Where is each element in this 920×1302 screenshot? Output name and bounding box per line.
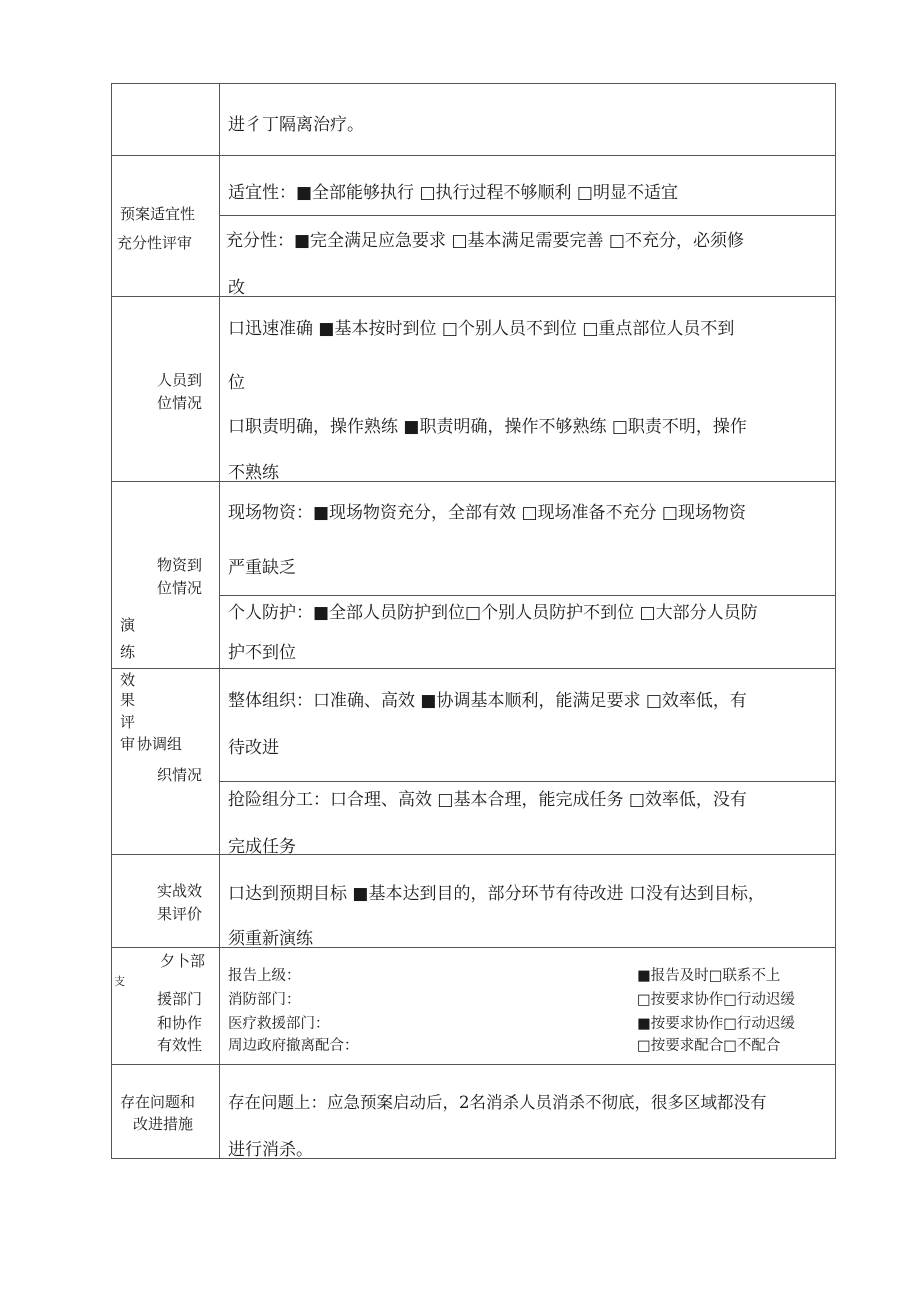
materials-label-2: 位情况 bbox=[157, 579, 203, 597]
actual-label-2: 果评价 bbox=[157, 905, 203, 923]
external-label-1: 夕卜部 bbox=[160, 952, 206, 970]
row-divider bbox=[111, 947, 836, 948]
adequacy-line-1: 充分性：■完全满足应急要求 □基本满足需要完善 □不充分，必须修 bbox=[226, 231, 744, 251]
coordination-label-2: 织情况 bbox=[157, 766, 203, 784]
personnel-line-4: 不熟练 bbox=[228, 463, 279, 483]
materials-label-1: 物资到 bbox=[157, 556, 203, 574]
suitability-label-2: 充分性评审 bbox=[117, 234, 193, 252]
external-label-4: 有效性 bbox=[157, 1036, 203, 1054]
external-item-name: 消防部门： bbox=[228, 992, 301, 1008]
external-item-status: □按要求配合□不配合 bbox=[637, 1038, 781, 1054]
materials-line-1: 现场物资：■现场物资充分，全部有效 □现场准备不充分 □现场物资 bbox=[228, 503, 746, 523]
coordination-label-1: 协调组 bbox=[137, 735, 183, 753]
external-item-status: ■报告及时□联系不上 bbox=[637, 968, 781, 984]
row-divider bbox=[111, 83, 836, 84]
side-label-char: 练 bbox=[120, 643, 136, 661]
row-divider bbox=[111, 1064, 836, 1065]
actual-line-2: 须重新演练 bbox=[228, 929, 313, 949]
materials-line-2: 严重缺乏 bbox=[228, 558, 296, 578]
personnel-line-3: 口职责明确，操作熟练 ■职责明确，操作不够熟练 □职责不明，操作 bbox=[228, 417, 747, 437]
table-border-right bbox=[835, 83, 836, 1159]
row-divider bbox=[111, 296, 836, 297]
side-label-char: 果 bbox=[120, 691, 136, 709]
problems-line-2: 进行消杀。 bbox=[228, 1140, 313, 1160]
personnel-label-2: 位情况 bbox=[157, 394, 203, 412]
row-divider bbox=[219, 781, 836, 782]
external-item-status: □按要求协作□行动迟缓 bbox=[637, 992, 795, 1008]
problems-label-1: 存在问题和 bbox=[120, 1093, 196, 1111]
external-label-prefix: 支 bbox=[114, 975, 125, 988]
row-divider bbox=[219, 595, 836, 596]
side-label-char: 效 bbox=[120, 671, 136, 689]
table-border-bottom bbox=[111, 1158, 836, 1159]
side-label-char: 评 bbox=[120, 713, 136, 731]
external-label-3: 和协作 bbox=[157, 1014, 203, 1032]
row-divider bbox=[111, 481, 836, 482]
personnel-line-2: 位 bbox=[228, 373, 245, 393]
row-divider bbox=[219, 215, 836, 216]
row1-text: 进彳丁隔离治疗。 bbox=[228, 115, 364, 135]
row-divider bbox=[111, 155, 836, 156]
rescue-division-line-1: 抢险组分工：口合理、高效 □基本合理，能完成任务 □效率低，没有 bbox=[228, 790, 747, 810]
external-item-status: ■按要求协作□行动迟缓 bbox=[637, 1016, 795, 1032]
external-label-2: 援部门 bbox=[157, 990, 203, 1008]
side-label-char: 审 bbox=[120, 735, 136, 753]
external-item-name: 医疗救援部门： bbox=[228, 1016, 330, 1032]
personnel-line-1: 口迅速准确 ■基本按时到位 □个别人员不到位 □重点部位人员不到 bbox=[228, 319, 735, 339]
problems-label-2: 改进措施 bbox=[133, 1115, 194, 1133]
row-divider bbox=[111, 854, 836, 855]
table-border-left bbox=[111, 83, 112, 1159]
protection-line-1: 个人防护：■全部人员防护到位□个别人员防护不到位 □大部分人员防 bbox=[228, 603, 758, 623]
suitability-label-1: 预案适宜性 bbox=[120, 205, 196, 223]
problems-line-1: 存在问题上：应急预案启动后，2名消杀人员消杀不彻底，很多区域都没有 bbox=[228, 1093, 767, 1112]
protection-line-2: 护不到位 bbox=[228, 643, 296, 663]
personnel-label-1: 人员到 bbox=[157, 371, 203, 389]
external-item-name: 报告上级： bbox=[228, 968, 301, 984]
suitability-line: 适宜性：■全部能够执行 □执行过程不够顺利 □明显不适宜 bbox=[228, 183, 678, 203]
coordination-line-2: 待改进 bbox=[228, 738, 279, 758]
actual-line-1: 口达到预期目标 ■基本达到目的，部分环节有待改进 口没有达到目标， bbox=[228, 884, 765, 904]
row-divider bbox=[111, 668, 836, 669]
table-column-divider bbox=[219, 83, 220, 1159]
actual-label-1: 实战效 bbox=[157, 882, 203, 900]
adequacy-line-2: 改 bbox=[228, 278, 245, 298]
external-item-name: 周边政府撤离配合： bbox=[228, 1038, 359, 1054]
coordination-line-1: 整体组织：口准确、高效 ■协调基本顺利，能满足要求 □效率低，有 bbox=[228, 691, 747, 711]
rescue-division-line-2: 完成任务 bbox=[228, 837, 296, 857]
side-label-char: 演 bbox=[120, 616, 136, 634]
